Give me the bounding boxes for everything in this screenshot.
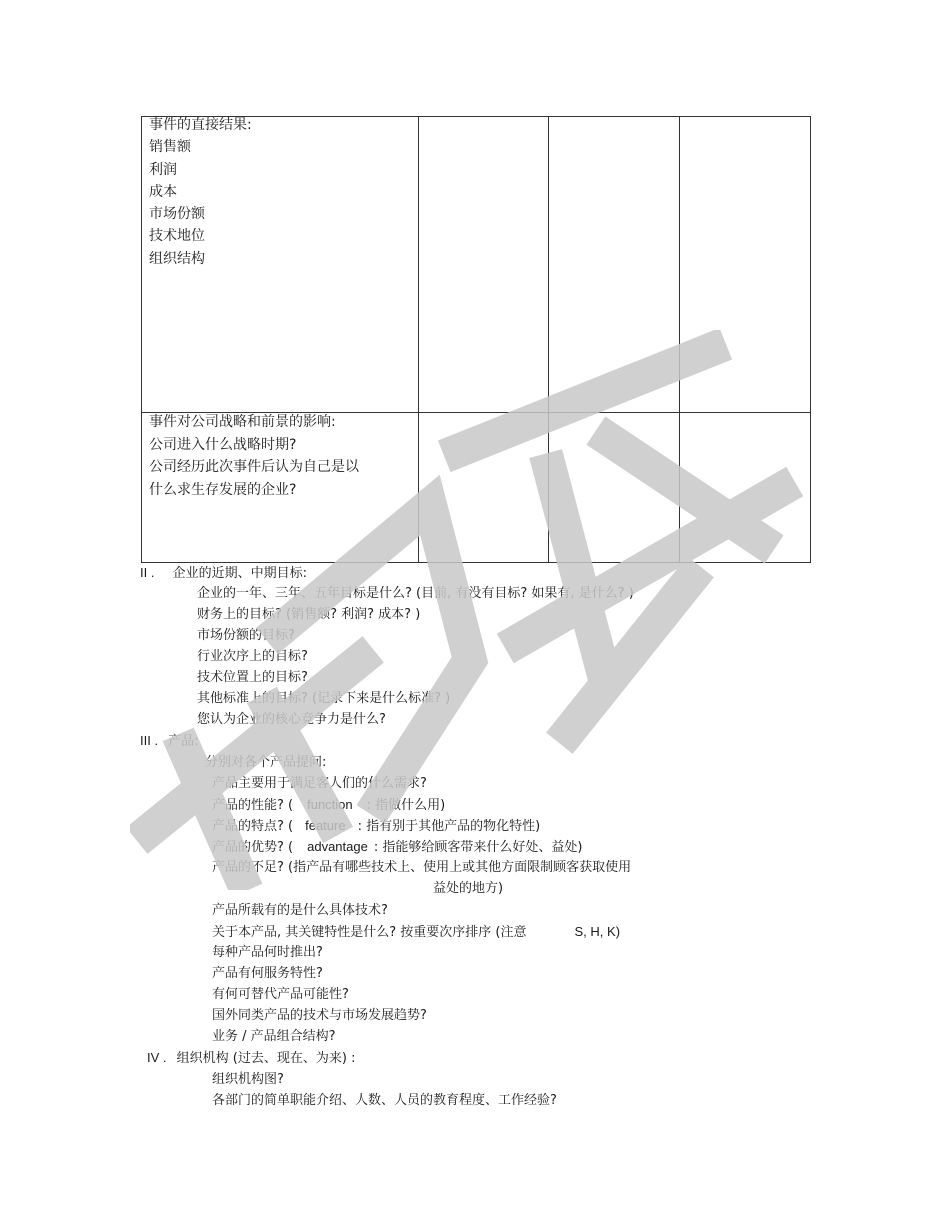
section-2-item: 其他标准上的目标? (记录下来是什么标准? ) [197,691,451,706]
product-question: 产品有何服务特性? [212,966,323,981]
product-question: 产品所载有的是什么具体技术? [212,903,388,918]
cell-line: 组织结构 [149,250,205,267]
section-2-heading [140,565,307,582]
table-cell-empty [680,413,811,563]
product-question-feature [212,818,540,835]
section-3-intro: 分别对各个产品提问: [205,755,327,770]
cell-line: 技术地位 [149,228,205,245]
table-cell-empty [419,117,549,413]
cell-line: 市场份额 [149,206,205,223]
feature-codes: S, H, K) [574,924,621,939]
term-advantage: advantage [307,839,368,854]
question-text: : 指有别于其他产品的物化特性) [357,819,541,834]
cell-line: 销售额 [149,139,191,156]
question-text: 产品的性能? ( [212,798,294,813]
section-4-item: 各部门的简单职能介绍、人数、人员的教育程度、工作经验? [212,1093,557,1108]
cell-line: 公司经历此次事件后认为自己是以 [149,459,359,476]
table-cell-empty [419,413,549,563]
table-cell-direct-results [142,117,419,413]
section-2-item: 企业的一年、三年、五年目标是什么? (目前, 有没有目标? 如果有, 是什么? ) [197,586,634,601]
section-2-item: 市场份额的目标? [197,628,295,643]
table-cell-strategy-impact [142,413,419,563]
cell-line: 事件对公司战略和前景的影响: [149,414,336,430]
section-4-item: 组织机构图? [212,1072,284,1087]
question-text: : 指做什么用) [366,798,446,813]
question-text: : 指能够给顾客带来什么好处、益处) [373,840,583,855]
strategy-impact-lines [142,411,418,502]
section-3-heading [140,733,199,750]
product-question: 产品的不足? (指产品有哪些技术上、使用上或其他方面限制顾客获取使用 [212,860,632,875]
table-row [142,117,811,413]
product-question-advantage [212,839,582,856]
section-2-item: 技术位置上的目标? [197,670,308,685]
product-question: 产品主要用于满足客人们的什么需求? [212,776,427,791]
table-cell-empty [680,117,811,413]
section-3-number: III . [140,733,159,748]
section-4-heading [147,1050,355,1067]
cell-line: 事件的直接结果: [149,117,252,133]
product-question-function [212,797,445,814]
section-4-number: IV . [147,1050,167,1065]
cell-line: 成本 [149,183,177,200]
cell-line: 利润 [149,161,177,178]
section-2-item: 您认为企业的核心竞争力是什么? [197,712,386,727]
section-2-item: 行业次序上的目标? [197,649,308,664]
direct-results-lines [142,114,418,270]
table-cell-empty [549,413,680,563]
section-2-number: II . [140,565,155,580]
section-2-item: 财务上的目标? (销售额? 利润? 成本? ) [197,607,421,622]
question-text: 关于本产品, 其关键特性是什么? 按重要次序排序 (注意 [212,925,527,940]
term-feature: feature [305,818,346,833]
table-cell-empty [549,117,680,413]
cell-line: 公司进入什么战略时期? [149,436,297,453]
product-question: 有何可替代产品可能性? [212,987,349,1002]
cell-line: 什么求生存发展的企业? [149,482,297,499]
product-question: 每种产品何时推出? [212,945,323,960]
question-text: 产品的特点? ( [212,819,294,834]
product-question-key-features [212,924,620,941]
term-function: function [307,797,353,812]
table-row [142,413,811,563]
section-4-title: 组织机构 (过去、现在、为来) : [176,1051,356,1066]
results-table [141,116,811,563]
question-text: 产品的优势? ( [212,840,294,855]
section-3-title: 产品: [168,734,199,749]
section-2-title: 企业的近期、中期目标: [172,566,307,581]
product-question: 业务 / 产品组合结构? [212,1029,336,1044]
product-question: 国外同类产品的技术与市场发展趋势? [212,1008,427,1023]
product-question-continued: 益处的地方) [433,881,504,896]
